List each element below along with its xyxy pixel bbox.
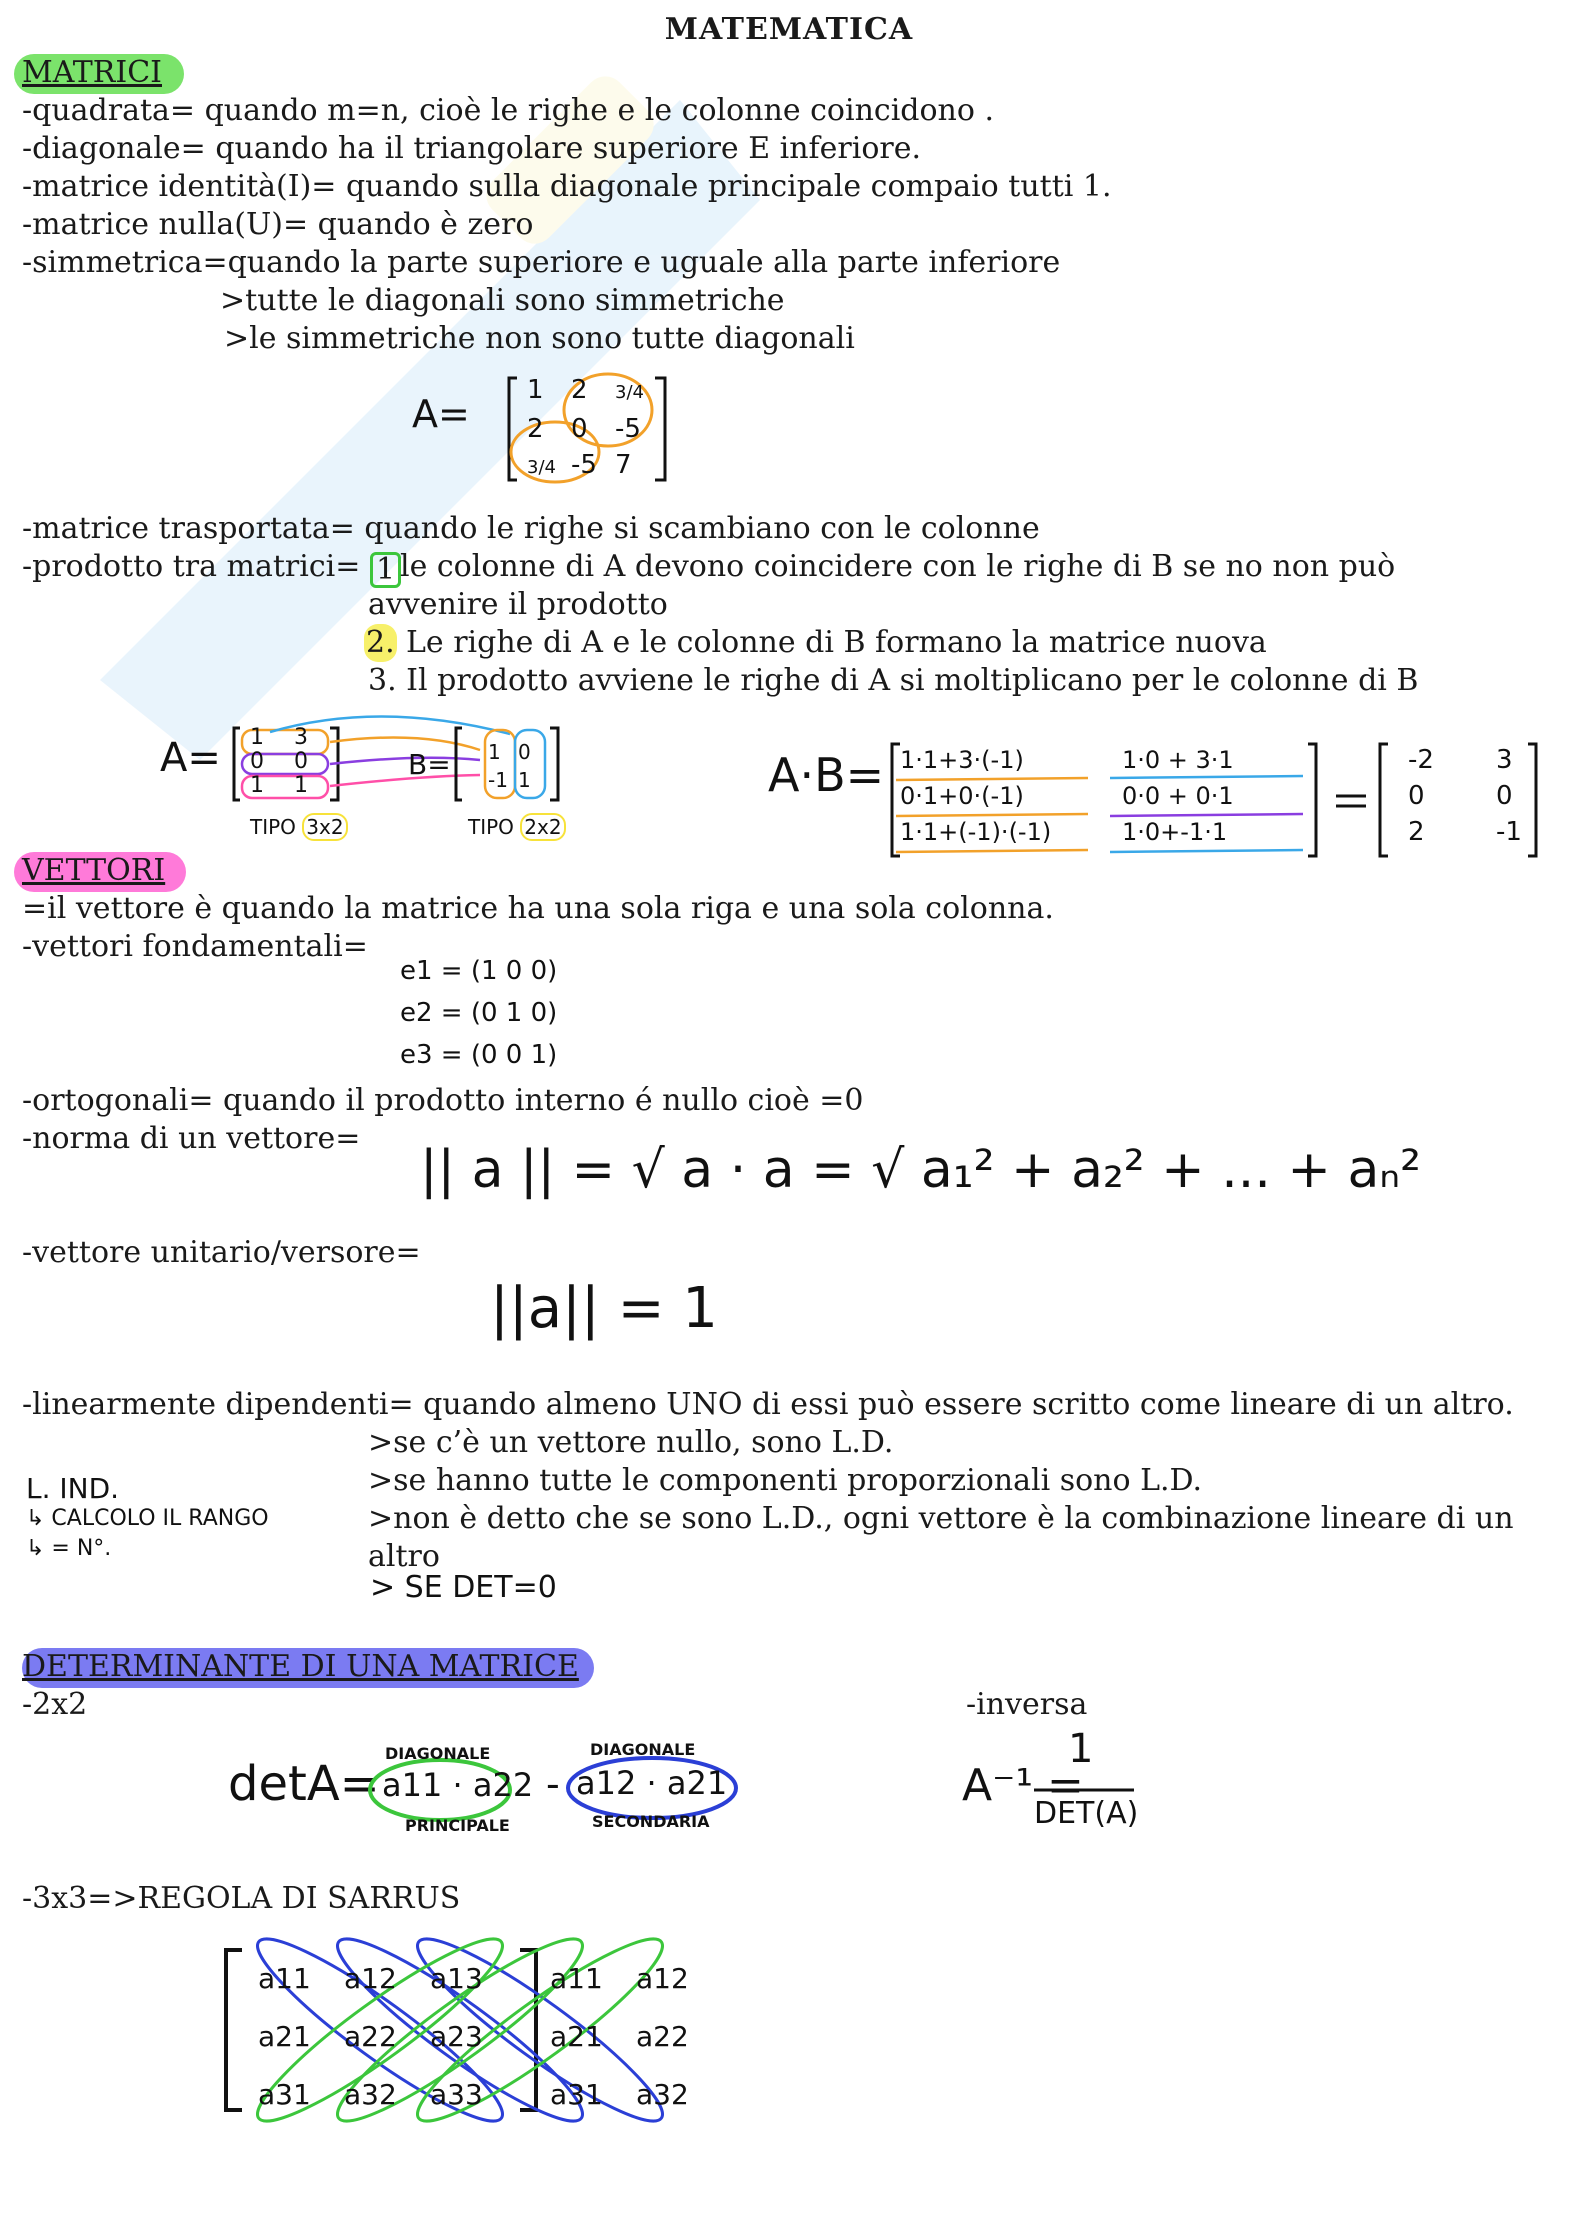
vettori-heading: VETTORI [22,853,166,888]
vettori-fondamentali: e1 = (1 0 0) e2 = (0 1 0) e3 = (0 0 1) [400,956,558,1070]
matrici-line: -quadrata= quando m=n, cioè le righe e le colonne coincidono . [22,93,995,128]
step-2-badge: 2. [366,625,395,660]
vettori-line: =il vettore è quando la matrice ha una sola riga e una sola colonna. [22,891,1054,926]
prod-b-matrix: 1 0 -1 1 [488,740,531,792]
matrici-subline: >le simmetriche non sono tutte diagonali [224,321,855,356]
matrici-line: 3. Il prodotto avviene le righe di A si moltiplicano per le colonne di B [368,663,1419,698]
sarrus-label: -3x3=>REGOLA DI SARRUS [22,1881,461,1916]
matrici-line: -matrice trasportata= quando le righe si scambiano con le colonne [22,511,1040,546]
diag-principale-top: DIAGONALE [385,1744,491,1763]
diag-secondaria-top: DIAGONALE [590,1740,696,1759]
matrici-line: -simmetrica=quando la parte superiore e uguale alla parte inferiore [22,245,1061,280]
matrici-line: -matrice nulla(U)= quando è zero [22,207,534,242]
matrici-line: avvenire il prodotto [368,587,668,622]
det-label: detA= [228,1756,380,1812]
sym-matrix-label: A= [412,392,470,436]
ab-label: A·B= [768,748,885,802]
det-2x2-label: -2x2 [22,1687,88,1722]
ab-result: -2 3 0 0 2 -1 [1408,745,1522,847]
lind-notes: L. IND. ↳ CALCOLO IL RANGO ↳ = N°. [26,1472,269,1561]
tipo-a: TIPO 3x2 [250,815,348,839]
matrici-heading: MATRICI [22,55,162,90]
inversa-fraction-bar [1034,1786,1144,1794]
det-term2: a12 · a21 [576,1764,728,1802]
determinante-heading: DETERMINANTE DI UNA MATRICE [22,1649,579,1684]
inversa-den: DET(A) [1034,1796,1139,1831]
ab-cells: 1·1+3·(-1) 1·0 + 3·1 0·1+0·(-1) 0·0 + 0·1 1·1+(-1)·(-1) 1·0+-1·1 [900,746,1234,846]
page-title: MATEMATICA [664,12,914,47]
matrici-line: -matrice identità(I)= quando sulla diagonale principale compaio tutti 1. [22,169,1112,204]
det-term1: a11 · a22 [382,1766,534,1804]
inversa-label: -inversa [966,1687,1088,1722]
matrici-line: -prodotto tra matrici= [22,549,361,584]
prod-b-label: B= [408,748,451,781]
sarrus-matrix: a11 a12 a13 a11 a12 a21 a22 a23 a21 a22 a31 a32 a33 a31 a32 [258,1962,689,2111]
ld-item: >se hanno tutte le componenti proporzionali sono L.D. [368,1463,1203,1498]
tipo-b: TIPO 2x2 [468,815,566,839]
versore-formula: ||a|| = 1 [490,1276,718,1341]
prod-a-label: A= [160,735,221,781]
ortogonali-line: -ortogonali= quando il prodotto interno é nullo cioè =0 [22,1083,864,1118]
det-minus: - [546,1762,560,1806]
inversa-lhs: A⁻¹ = [962,1760,1084,1811]
norma-formula: || a || = √ a · a = √ a₁² + a₂² + ... + aₙ² [420,1140,1421,1200]
prod-a-matrix: 1 3 0 0 1 1 [250,725,308,798]
matrici-line: Le righe di A e le colonne di B formano la matrice nuova [406,625,1267,660]
matrici-line: -diagonale= quando ha il triangolare superiore E inferiore. [22,131,922,166]
sym-matrix-body: 1 2 3/4 2 0 -5 3/4 -5 7 [527,375,644,480]
ld-line: -linearmente dipendenti= quando almeno UNO di essi può essere scritto come lineare di un altro. [22,1387,1514,1422]
vettori-line: -vettori fondamentali= [22,929,368,964]
diag-principale-bottom: PRINCIPALE [405,1816,510,1835]
matrici-subline: >tutte le diagonali sono simmetriche [220,283,785,318]
ld-det: > SE DET=0 [370,1570,557,1605]
versore-label: -vettore unitario/versore= [22,1235,421,1270]
ld-item: >non è detto che se sono L.D., ogni vettore è la combinazione lineare di un [368,1501,1514,1536]
inversa-num: 1 [1068,1726,1094,1772]
step-1-badge: 1 [370,552,401,588]
ld-item: >se c’è un vettore nullo, sono L.D. [368,1425,894,1460]
norma-label: -norma di un vettore= [22,1121,361,1156]
matrici-line: le colonne di A devono coincidere con le righe di B se no non può [400,549,1396,584]
diag-secondaria-bottom: SECONDARIA [592,1812,710,1831]
ld-item: altro [368,1539,440,1574]
